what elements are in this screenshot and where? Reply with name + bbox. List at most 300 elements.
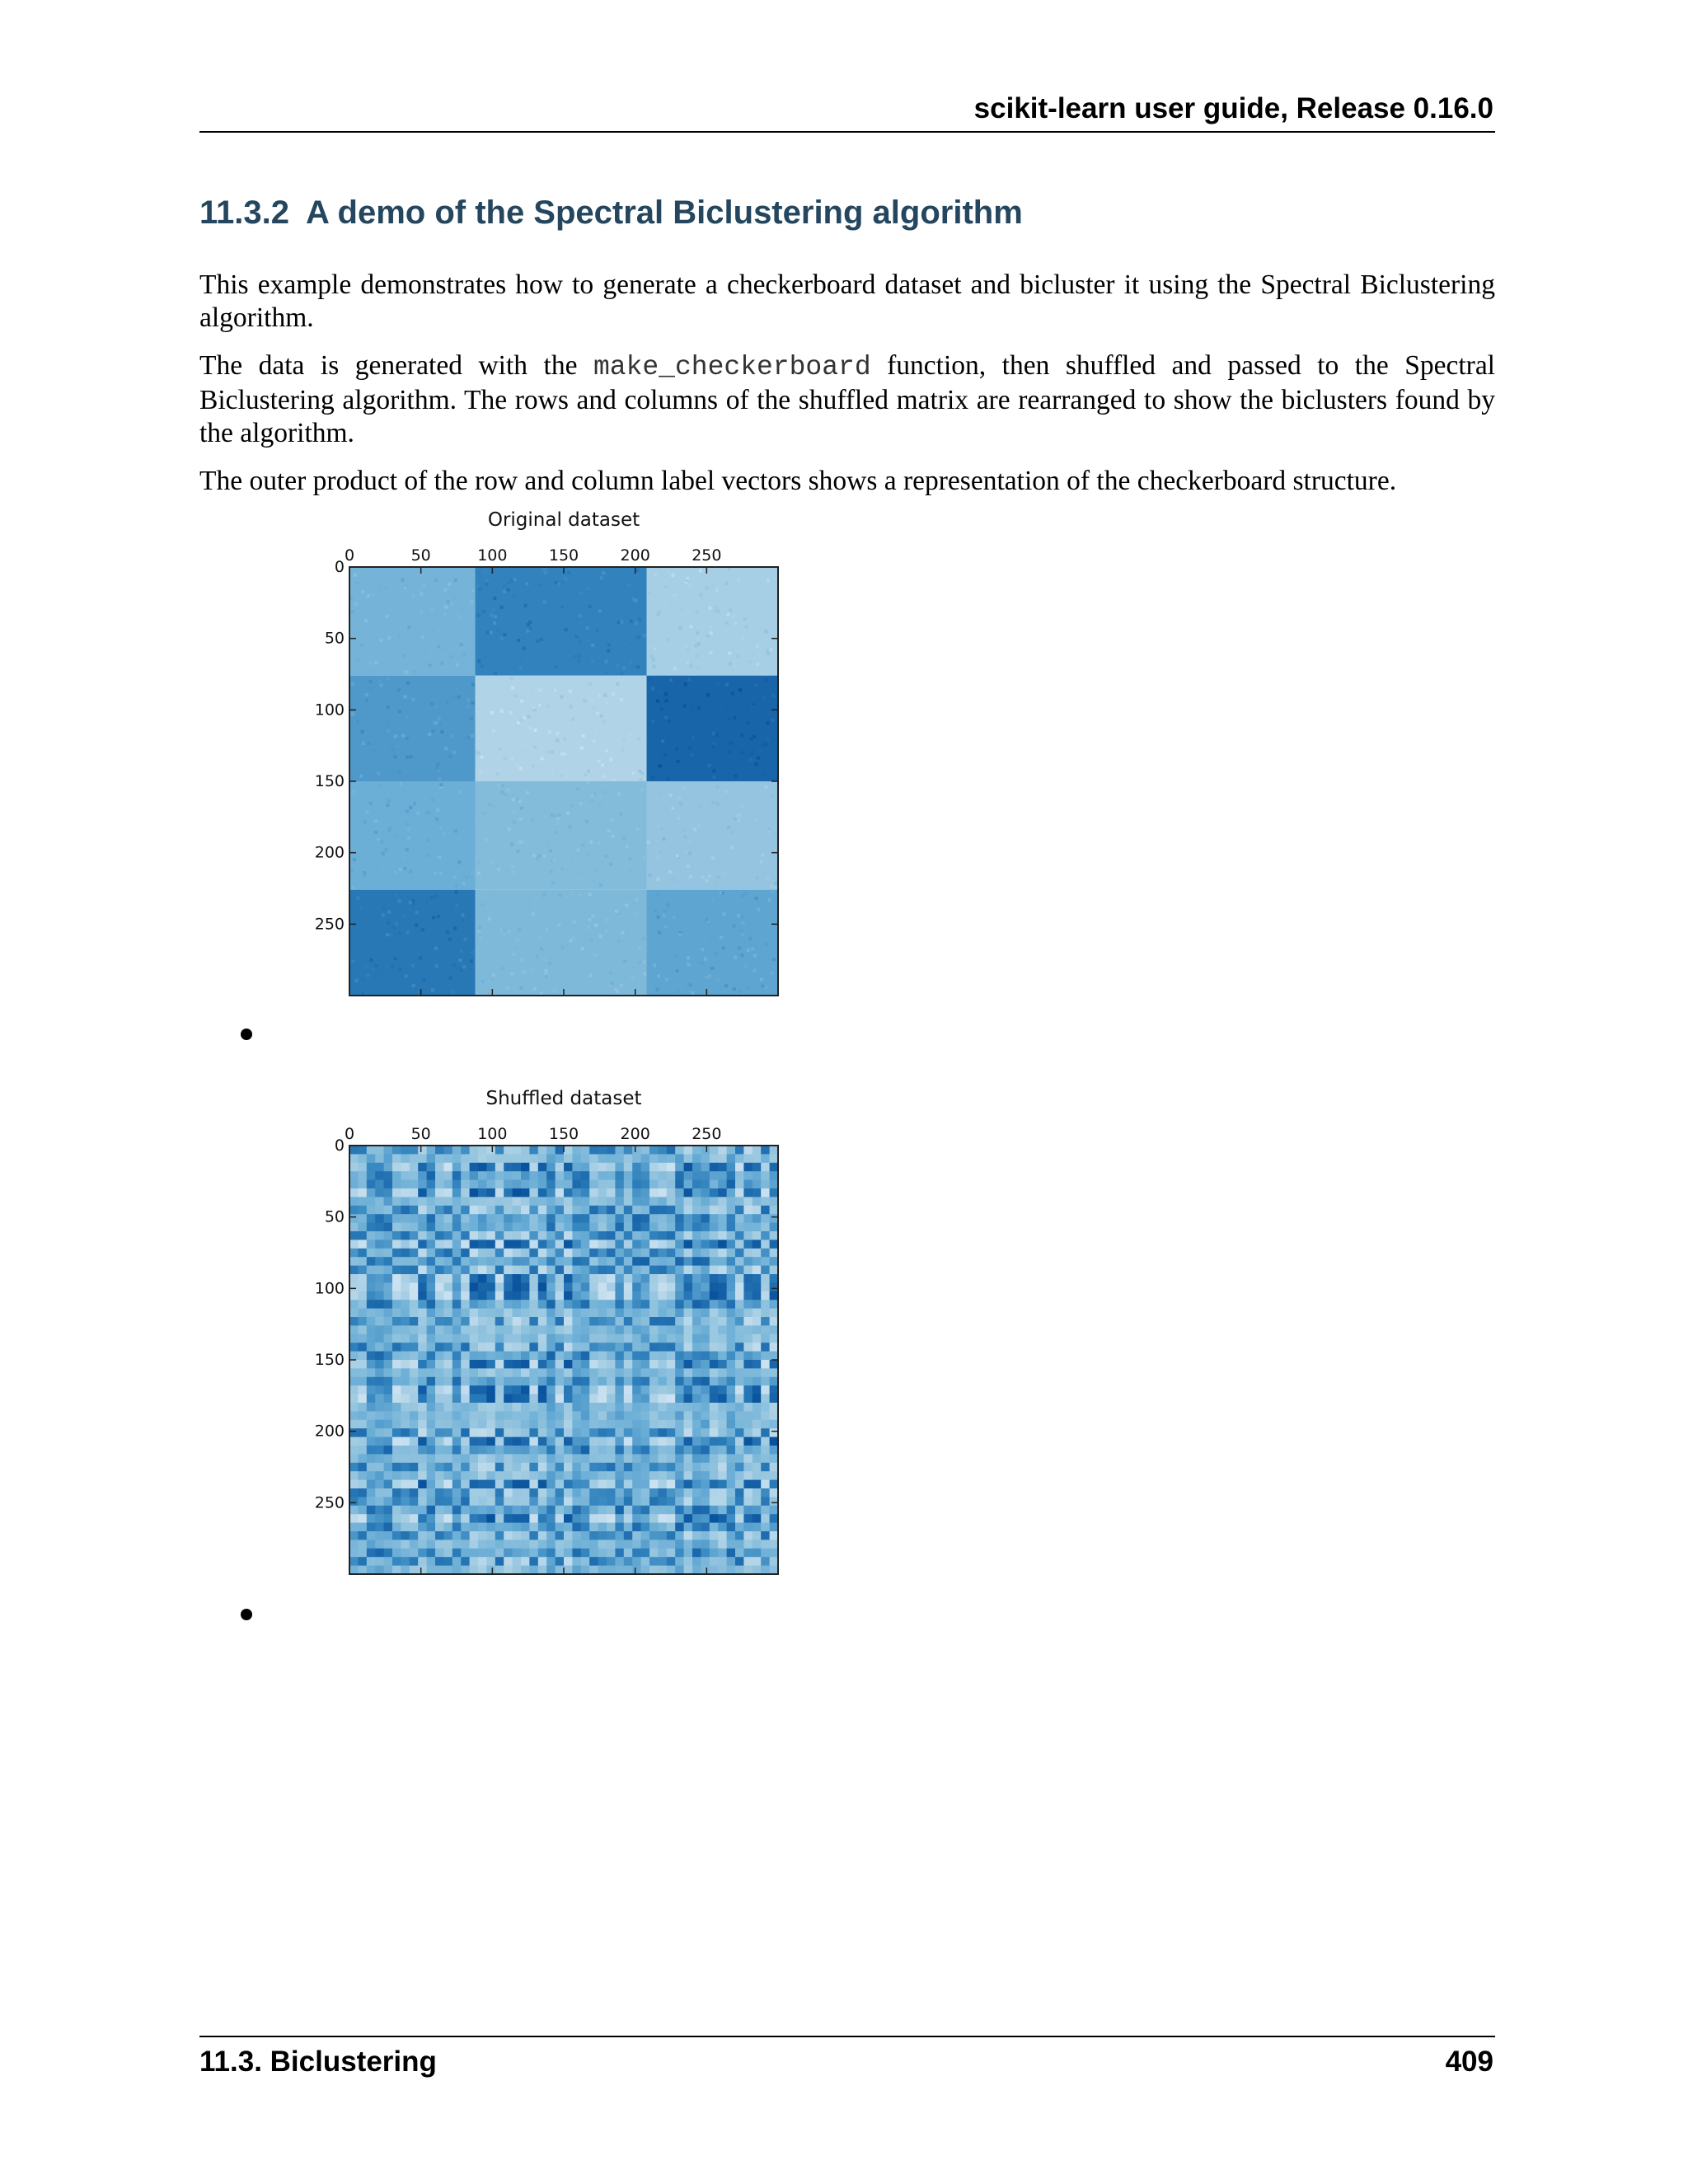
- heatmap-cell: [589, 1463, 598, 1472]
- heatmap-cell: [461, 1463, 470, 1472]
- heatmap-cell: [384, 1223, 393, 1232]
- heatmap-cell: [710, 1463, 719, 1472]
- inline-code: make_checkerboard: [593, 352, 871, 382]
- heatmap-cell: [542, 958, 546, 961]
- heatmap-cell: [667, 1154, 676, 1163]
- heatmap-cell: [667, 1240, 676, 1249]
- heatmap-cell: [581, 1300, 590, 1309]
- heatmap-cell: [556, 1206, 565, 1215]
- heatmap-cell: [692, 1171, 701, 1180]
- heatmap-cell: [667, 1317, 676, 1326]
- heatmap-cell: [461, 1249, 470, 1258]
- heatmap-cell: [572, 1188, 581, 1197]
- heatmap-cell: [418, 1557, 427, 1566]
- heatmap-cell: [649, 1266, 659, 1275]
- heatmap-cell: [490, 630, 493, 634]
- heatmap-cell: [710, 1566, 719, 1575]
- heatmap-cell: [658, 1428, 667, 1437]
- heatmap-cell: [502, 929, 505, 932]
- heatmap-cell: [392, 1249, 401, 1258]
- heatmap-cell: [667, 1566, 676, 1575]
- heatmap-cell: [556, 1309, 565, 1318]
- heatmap-cell: [495, 1531, 504, 1540]
- heatmap-cell: [387, 705, 390, 709]
- heatmap-cell: [710, 1334, 719, 1343]
- heatmap-cell: [427, 854, 430, 857]
- heatmap-cell: [743, 1428, 753, 1437]
- heatmap-cell: [556, 1385, 565, 1394]
- heatmap-cell: [410, 1463, 419, 1472]
- heatmap-cell: [401, 1334, 410, 1343]
- heatmap-cell: [727, 1557, 736, 1566]
- heatmap-cell: [675, 1463, 684, 1472]
- heatmap-cell: [393, 957, 396, 960]
- heatmap-cell: [392, 1171, 401, 1180]
- heatmap-cell: [598, 1549, 607, 1558]
- heatmap-cell: [528, 621, 532, 624]
- heatmap-cell: [701, 1171, 710, 1180]
- heatmap-cell: [438, 855, 441, 859]
- heatmap-cell: [437, 823, 440, 826]
- heatmap-cell: [504, 1309, 513, 1318]
- heatmap-cell: [375, 1377, 384, 1386]
- heatmap-cell: [643, 960, 646, 963]
- heatmap-cell: [707, 825, 710, 828]
- heatmap-cell: [461, 1197, 470, 1206]
- heatmap-cell: [454, 687, 457, 690]
- heatmap-cell: [770, 1214, 779, 1223]
- heatmap-cell: [364, 619, 368, 622]
- heatmap-cell: [555, 831, 558, 834]
- heatmap-cell: [770, 1531, 779, 1540]
- heatmap-cell: [658, 1514, 667, 1523]
- heatmap-cell: [418, 1180, 427, 1189]
- heatmap-cell: [649, 1325, 659, 1334]
- heatmap-cell: [410, 1360, 419, 1369]
- heatmap-cell: [470, 1420, 479, 1429]
- heatmap-cell: [641, 1360, 650, 1369]
- heatmap-cell: [762, 743, 765, 747]
- heatmap-cell: [570, 940, 573, 943]
- heatmap-cell: [701, 948, 704, 951]
- heatmap-cell: [624, 1566, 633, 1575]
- heatmap-cell: [576, 848, 579, 851]
- heatmap-cell: [692, 1317, 701, 1326]
- heatmap-cell: [375, 1257, 384, 1266]
- heatmap-cell: [410, 1282, 419, 1291]
- heatmap-cell: [684, 1206, 693, 1215]
- heatmap-cell: [773, 846, 776, 850]
- heatmap-cell: [581, 1231, 590, 1240]
- heatmap-cell: [636, 588, 640, 591]
- heatmap-cell: [385, 590, 388, 593]
- heatmap-cell: [641, 788, 645, 791]
- heatmap-cell: [624, 1317, 633, 1326]
- heatmap-cell: [727, 1471, 736, 1480]
- heatmap-cell: [384, 1497, 393, 1506]
- heatmap-cell: [509, 711, 513, 715]
- heatmap-cell: [649, 1531, 659, 1540]
- heatmap-cell: [572, 1411, 581, 1420]
- heatmap-cell: [453, 875, 457, 879]
- heatmap-cell: [718, 1300, 727, 1309]
- heatmap-cell: [615, 1249, 624, 1258]
- heatmap-cell: [757, 908, 760, 912]
- heatmap-cell: [461, 863, 464, 866]
- heatmap-cell: [486, 1223, 495, 1232]
- heatmap-cell: [546, 1403, 556, 1412]
- heatmap-cell: [624, 1480, 633, 1489]
- heatmap-cell: [349, 1514, 359, 1523]
- heatmap-cell: [513, 1411, 522, 1420]
- heatmap-cell: [470, 1309, 479, 1318]
- heatmap-cell: [700, 596, 703, 599]
- heatmap-cell: [556, 1300, 565, 1309]
- heatmap-cell: [495, 1420, 504, 1429]
- heatmap-cell: [598, 1163, 607, 1172]
- heatmap-cell: [478, 1240, 487, 1249]
- heatmap-cell: [410, 1514, 419, 1523]
- heatmap-cell: [470, 1171, 479, 1180]
- heatmap-cell: [358, 1497, 367, 1506]
- heatmap-cell: [767, 827, 771, 831]
- heatmap-cell: [407, 827, 410, 831]
- heatmap-cell: [368, 680, 372, 683]
- heatmap-cell: [461, 1188, 470, 1197]
- heatmap-cell: [495, 1197, 504, 1206]
- heatmap-cell: [546, 1385, 556, 1394]
- heatmap-cell: [607, 1240, 616, 1249]
- heatmap-cell: [441, 851, 444, 855]
- heatmap-cell: [761, 1377, 770, 1386]
- heatmap-cell: [581, 1249, 590, 1258]
- heatmap-cell: [607, 1197, 616, 1206]
- heatmap-cell: [674, 954, 678, 957]
- heatmap-cell: [632, 1360, 641, 1369]
- heatmap-cell: [727, 1352, 736, 1361]
- heatmap-cell: [521, 1506, 530, 1515]
- heatmap-cell: [358, 1274, 367, 1283]
- heatmap-cell: [658, 1446, 667, 1455]
- heatmap-cell: [384, 1334, 393, 1343]
- heatmap-cell: [486, 1343, 495, 1352]
- heatmap-cell: [564, 1197, 573, 1206]
- heatmap-cell: [649, 874, 652, 877]
- heatmap-cell: [470, 1523, 479, 1532]
- heatmap-cell: [349, 1377, 359, 1386]
- heatmap-cell: [735, 1146, 744, 1155]
- heatmap-cell: [624, 1282, 633, 1291]
- heatmap-cell: [401, 1540, 410, 1549]
- heatmap-cell: [427, 1300, 436, 1309]
- heatmap-cell: [544, 571, 547, 574]
- heatmap-cell: [743, 1146, 753, 1155]
- heatmap-cell: [556, 1471, 565, 1480]
- heatmap-cell: [521, 1154, 530, 1163]
- heatmap-cell: [682, 828, 686, 832]
- heatmap-cell: [373, 749, 376, 752]
- heatmap-cell: [715, 785, 719, 789]
- heatmap-cell: [649, 1540, 659, 1549]
- heatmap-cell: [657, 916, 660, 919]
- heatmap-cell: [461, 761, 464, 764]
- heatmap-cell: [486, 1454, 495, 1463]
- heatmap-cell: [607, 1309, 616, 1318]
- heatmap-cell: [743, 1531, 753, 1540]
- heatmap-cell: [770, 1566, 779, 1575]
- heatmap-cell: [556, 1557, 565, 1566]
- heatmap-cell: [656, 700, 659, 703]
- heatmap-cell: [587, 770, 590, 773]
- heatmap-cell: [461, 1471, 470, 1480]
- heatmap-cell: [427, 1454, 436, 1463]
- heatmap-cell: [401, 1480, 410, 1489]
- heatmap-cell: [761, 1394, 770, 1404]
- heatmap-cell: [741, 637, 744, 640]
- heatmap-cell: [435, 1240, 444, 1249]
- heatmap-cell: [367, 1317, 376, 1326]
- heatmap-cell: [476, 752, 479, 755]
- heatmap-cell: [644, 878, 647, 881]
- heatmap-cell: [607, 1325, 616, 1334]
- heatmap-cell: [511, 757, 514, 761]
- heatmap-cell: [692, 1163, 701, 1172]
- heatmap-cell: [410, 1523, 419, 1532]
- heatmap-cell: [418, 1352, 427, 1361]
- heatmap-cell: [458, 616, 462, 619]
- heatmap-cell: [513, 1360, 522, 1369]
- heatmap-cell: [375, 1214, 384, 1223]
- heatmap-cell: [609, 972, 612, 975]
- heatmap-cell: [710, 1266, 719, 1275]
- heatmap-cell: [589, 1531, 598, 1540]
- heatmap-cell: [701, 1291, 710, 1301]
- heatmap-cell: [675, 1206, 684, 1215]
- heatmap-cell: [666, 777, 669, 780]
- heatmap-cell: [477, 872, 481, 875]
- heatmap-cell: [504, 1497, 513, 1506]
- heatmap-cell: [504, 1146, 513, 1155]
- heatmap-cell: [384, 1274, 393, 1283]
- heatmap-cell: [615, 1557, 624, 1566]
- heatmap-cell: [538, 1180, 547, 1189]
- heatmap-cell: [761, 1325, 770, 1334]
- heatmap-cell: [377, 771, 380, 775]
- heatmap-cell: [435, 1514, 444, 1523]
- heatmap-cell: [625, 904, 628, 907]
- heatmap-cell: [521, 1146, 530, 1155]
- heatmap-cell: [711, 583, 715, 586]
- heatmap-cell: [470, 1300, 479, 1309]
- heatmap-cell: [675, 1163, 684, 1172]
- heatmap-cell: [607, 1557, 616, 1566]
- heatmap-cell: [743, 1154, 753, 1163]
- heatmap-cell: [564, 874, 567, 877]
- heatmap-cell: [718, 1206, 727, 1215]
- heatmap-cell: [667, 1334, 676, 1343]
- heatmap-cell: [556, 817, 560, 820]
- heatmap-cell: [402, 734, 406, 738]
- heatmap-cell: [564, 1360, 573, 1369]
- heatmap-cell: [696, 610, 699, 613]
- heatmap-cell: [595, 629, 598, 632]
- heatmap-cell: [495, 1146, 504, 1155]
- heatmap-cell: [738, 688, 742, 691]
- heatmap-cell: [504, 1257, 513, 1266]
- heatmap-cell: [478, 1282, 487, 1291]
- heatmap-cell: [605, 749, 608, 752]
- heatmap-cell: [572, 1257, 581, 1266]
- heatmap-cell: [401, 1360, 410, 1369]
- heatmap-cell: [443, 1549, 452, 1558]
- heatmap-cell: [529, 1180, 538, 1189]
- heatmap-cell: [392, 1240, 401, 1249]
- heatmap-cell: [598, 1334, 607, 1343]
- heatmap-cell: [470, 1163, 479, 1172]
- heatmap-cell: [615, 1385, 624, 1394]
- heatmap-cell: [667, 1274, 676, 1283]
- heatmap-cell: [401, 1497, 410, 1506]
- heatmap-cell: [392, 752, 396, 756]
- heatmap-cell: [443, 1343, 452, 1352]
- heatmap-cell: [375, 1146, 384, 1155]
- heatmap-cell: [765, 630, 768, 633]
- heatmap-cell: [392, 1274, 401, 1283]
- heatmap-cell: [418, 1454, 427, 1463]
- heatmap-cell: [532, 854, 536, 857]
- heatmap-cell: [753, 1249, 762, 1258]
- heatmap-cell: [675, 1531, 684, 1540]
- heatmap-cell: [443, 1428, 452, 1437]
- heatmap-cell: [735, 1437, 744, 1446]
- heatmap-cell: [367, 1300, 376, 1309]
- heatmap-cell: [589, 1343, 598, 1352]
- heatmap-cell: [607, 1343, 616, 1352]
- heatmap-cell: [471, 710, 474, 714]
- heatmap-cell: [701, 1463, 710, 1472]
- heatmap-cell: [761, 1197, 770, 1206]
- heatmap-cell: [418, 1223, 427, 1232]
- heatmap-cell: [546, 1325, 556, 1334]
- heatmap-cell: [676, 969, 679, 972]
- heatmap-cell: [401, 1188, 410, 1197]
- heatmap-cell: [692, 1463, 701, 1472]
- heatmap-cell: [603, 791, 607, 794]
- heatmap-cell: [418, 1206, 427, 1215]
- heatmap-cell: [495, 1454, 504, 1463]
- heatmap-cell: [478, 1206, 487, 1215]
- heatmap-cell: [452, 1540, 462, 1549]
- heatmap-cell: [602, 929, 605, 932]
- heatmap-cell: [461, 1343, 470, 1352]
- heatmap-cell: [470, 1325, 479, 1334]
- heatmap-cell: [564, 1531, 573, 1540]
- heatmap-cell: [589, 1154, 598, 1163]
- heatmap-cell: [570, 855, 573, 859]
- heatmap-cell: [382, 828, 386, 832]
- heatmap-cell: [532, 968, 535, 971]
- heatmap-cell: [375, 1471, 384, 1480]
- heatmap-cell: [418, 1566, 427, 1575]
- heatmap-cell: [641, 1368, 650, 1377]
- heatmap-cell: [727, 613, 730, 616]
- heatmap-cell: [710, 1514, 719, 1523]
- heatmap-cell: [658, 1163, 667, 1172]
- heatmap-cell: [581, 1282, 590, 1291]
- heatmap-cell: [470, 717, 473, 720]
- heatmap-cell: [470, 1488, 479, 1497]
- heatmap-cell: [564, 1497, 573, 1506]
- heatmap-cell: [461, 1300, 470, 1309]
- heatmap-cell: [513, 1352, 522, 1361]
- heatmap-cell: [591, 798, 594, 801]
- heatmap-cell: [478, 1497, 487, 1506]
- heatmap-cell: [401, 1557, 410, 1566]
- heatmap-cell: [452, 1463, 462, 1472]
- heatmap-cell: [452, 1446, 462, 1455]
- heatmap-cell: [439, 872, 443, 875]
- heatmap-cell: [607, 1352, 616, 1361]
- heatmap-cell: [478, 1343, 487, 1352]
- heatmap-cell: [598, 1309, 607, 1318]
- heatmap-cell: [701, 1368, 710, 1377]
- heatmap-cell: [771, 719, 775, 722]
- heatmap-cell: [443, 1240, 452, 1249]
- heatmap-cell: [358, 1231, 367, 1240]
- heatmap-cell: [529, 1531, 538, 1540]
- heatmap-cell: [761, 1249, 770, 1258]
- heatmap-cell: [406, 823, 409, 826]
- heatmap-cell: [753, 1360, 762, 1369]
- heatmap-cell: [651, 719, 654, 723]
- heatmap-cell: [632, 967, 635, 970]
- heatmap-cell: [486, 1282, 495, 1291]
- heatmap-cell: [677, 817, 680, 820]
- heatmap-cell: [470, 1274, 479, 1283]
- heatmap-cell: [589, 1557, 598, 1566]
- heatmap-cell: [641, 1146, 650, 1155]
- heatmap-cell: [384, 1446, 393, 1455]
- heatmap-cell: [383, 628, 387, 631]
- heatmap-cell: [546, 1531, 556, 1540]
- heatmap-cell: [727, 1274, 736, 1283]
- heatmap-cell: [623, 959, 626, 963]
- heatmap-cell: [363, 874, 366, 878]
- heatmap-cell: [615, 1223, 624, 1232]
- heatmap-cell: [667, 1403, 676, 1412]
- heatmap-cell: [632, 1214, 641, 1223]
- heatmap-cell: [375, 1240, 384, 1249]
- heatmap-cell: [358, 1291, 367, 1301]
- heatmap-cell: [691, 991, 694, 995]
- heatmap-cell: [461, 1240, 470, 1249]
- heatmap-cell: [572, 1480, 581, 1489]
- heatmap-cell: [761, 1506, 770, 1515]
- heatmap-cell: [427, 1171, 436, 1180]
- heatmap-cell: [727, 1180, 736, 1189]
- heatmap-cell: [392, 1437, 401, 1446]
- heatmap-cell: [767, 738, 770, 741]
- heatmap-cell: [384, 1249, 393, 1258]
- heatmap-cell: [486, 1266, 495, 1275]
- heatmap-cell: [770, 1428, 779, 1437]
- heatmap-cell: [427, 1334, 436, 1343]
- heatmap-cell: [678, 626, 682, 630]
- heatmap-cell: [572, 1385, 581, 1394]
- heatmap-cell: [564, 1249, 573, 1258]
- heatmap-cell: [564, 1540, 573, 1549]
- heatmap-cell: [556, 732, 559, 735]
